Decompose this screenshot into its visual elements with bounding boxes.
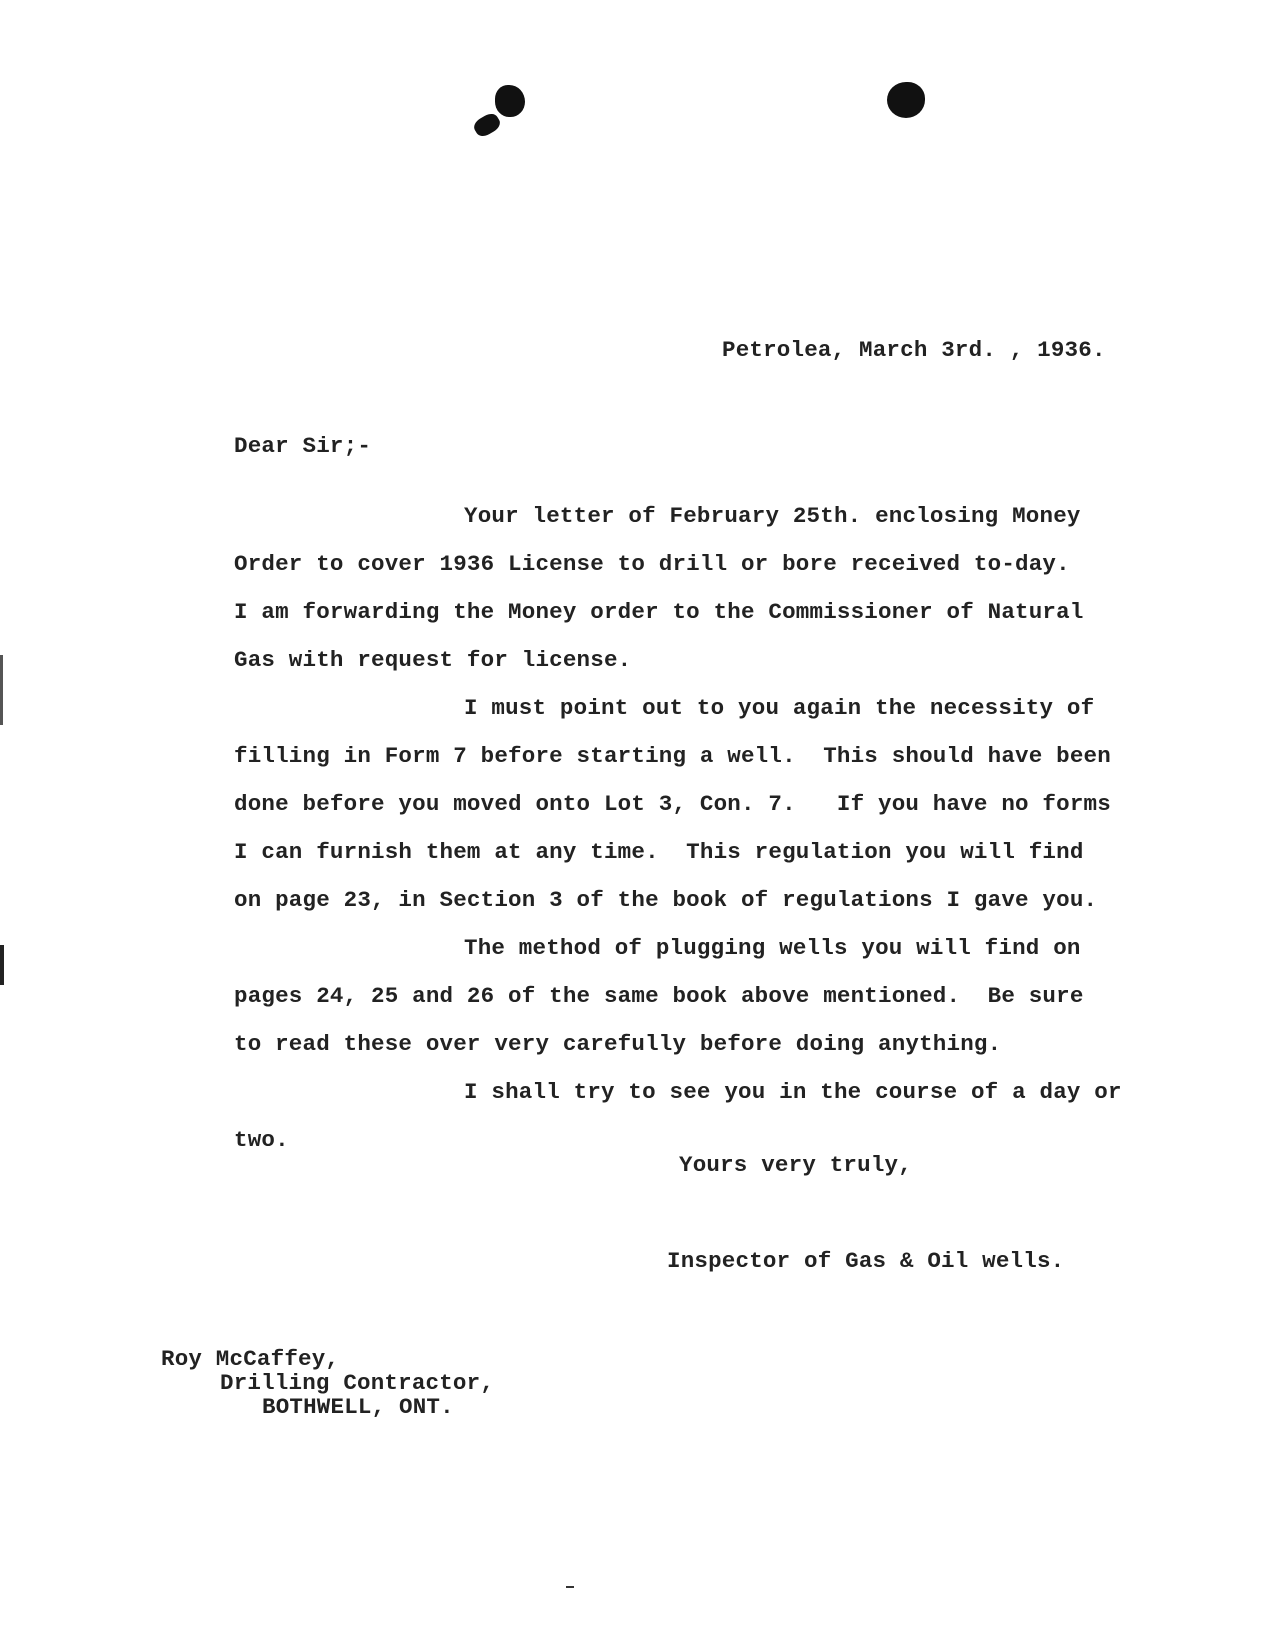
salutation: Dear Sir;- [234, 433, 372, 459]
body-line: The method of plugging wells you will find on [464, 935, 1081, 961]
body-line: two. [234, 1127, 289, 1153]
closing: Yours very truly, [679, 1152, 912, 1178]
punch-hole-left-tail [471, 111, 503, 140]
recipient-location: BOTHWELL, ONT. [262, 1394, 454, 1420]
body-line: filling in Form 7 before starting a well. This should have been [234, 743, 1111, 769]
signature-title: Inspector of Gas & Oil wells. [667, 1248, 1065, 1274]
body-line: pages 24, 25 and 26 of the same book above mentioned. Be sure [234, 983, 1084, 1009]
body-line: I am forwarding the Money order to the Commissioner of Natural [234, 599, 1084, 625]
body-line: Your letter of February 25th. enclosing Money [464, 503, 1081, 529]
body-line: I shall try to see you in the course of a day or [464, 1079, 1122, 1105]
dateline: Petrolea, March 3rd. , 1936. [722, 337, 1106, 363]
scan-speck [566, 1586, 574, 1588]
body-line: Order to cover 1936 License to drill or bore received to-day. [234, 551, 1070, 577]
scan-edge-mark [0, 945, 4, 985]
body-line: on page 23, in Section 3 of the book of regulations I gave you. [234, 887, 1098, 913]
body-line: done before you moved onto Lot 3, Con. 7. If you have no forms [234, 791, 1111, 817]
body-line: Gas with request for license. [234, 647, 632, 673]
body-line: to read these over very carefully before doing anything. [234, 1031, 1002, 1057]
body-line: I can furnish them at any time. This regulation you will find [234, 839, 1084, 865]
punch-hole-right [887, 82, 925, 118]
recipient-name: Roy McCaffey, [161, 1346, 340, 1372]
punch-hole-left [495, 85, 525, 117]
scan-edge-mark [0, 655, 3, 725]
body-line: I must point out to you again the necessity of [464, 695, 1095, 721]
recipient-title: Drilling Contractor, [220, 1370, 495, 1396]
